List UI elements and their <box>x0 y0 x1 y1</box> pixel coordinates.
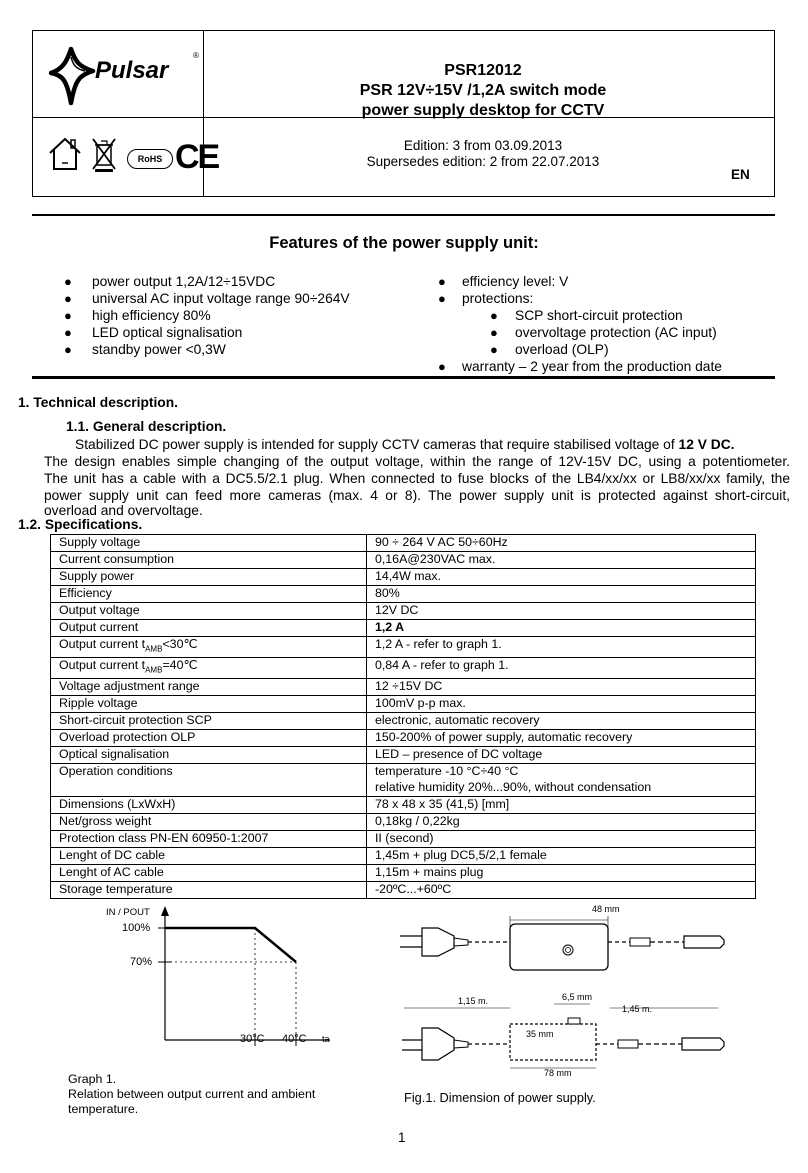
bullet-dot: ● <box>490 308 498 323</box>
spec-label: Protection class PN-EN 60950-1:2007 <box>51 830 367 847</box>
bullet-dot: ● <box>490 325 498 340</box>
subscript-amb: AMB <box>145 644 163 654</box>
rohs-badge: RoHS <box>127 149 173 169</box>
psu-body-top <box>510 924 608 970</box>
derating-curve <box>165 928 296 962</box>
features-rule <box>32 376 775 379</box>
spec-value: II (second) <box>366 830 755 847</box>
dc-strain-relief <box>630 938 650 946</box>
spec-heading: 1.2. Specifications. <box>18 517 143 532</box>
spec-label: Operation conditions <box>51 763 367 796</box>
spec-value: -20ºC...+60ºC <box>366 881 755 898</box>
paragraph-line: overload and overvoltage. <box>44 503 203 518</box>
x-axis-label: ta <box>322 1034 330 1044</box>
y-tick-label: 70% <box>130 956 153 968</box>
dimension-label: 1,45 m. <box>622 1004 653 1014</box>
section-heading: 1. Technical description. <box>18 395 178 410</box>
paragraph-line: power supply unit can feed more cameras (max. 4 or 8). The power supply unit is protected against short-circuit, <box>44 488 790 503</box>
table-row <box>51 830 756 847</box>
table-row <box>51 796 756 813</box>
table-row <box>51 813 756 830</box>
paragraph-line <box>75 436 735 453</box>
feature-item: protections: <box>462 291 534 306</box>
spec-label: Supply power <box>51 569 367 586</box>
edition-text: Edition: 3 from 03.09.2013 <box>403 138 563 153</box>
spec-label: Output current <box>51 620 367 637</box>
spec-value: 14,4W max. <box>366 569 755 586</box>
header-box <box>32 30 775 197</box>
page-number: 1 <box>398 1130 406 1145</box>
table-row <box>51 881 756 898</box>
spec-value: 90 ÷ 264 V AC 50÷60Hz <box>366 535 755 552</box>
spec-value: 12 ÷15V DC <box>366 678 755 695</box>
spec-label: Lenght of DC cable <box>51 847 367 864</box>
spec-value: 1,2 A - refer to graph 1. <box>366 637 755 658</box>
feature-item: standby power <0,3W <box>92 342 226 357</box>
table-row <box>51 763 756 780</box>
spec-value: 0,84 A - refer to graph 1. <box>366 657 755 678</box>
table-row <box>51 657 756 678</box>
feature-item: universal AC input voltage range 90÷264V <box>92 291 350 306</box>
spec-value: 100mV p-p max. <box>366 695 755 712</box>
dimension-label: 6,5 mm <box>562 992 593 1002</box>
table-row <box>51 847 756 864</box>
bullet-dot: ● <box>64 342 72 357</box>
spec-value: 150-200% of power supply, automatic recovery <box>366 729 755 746</box>
spec-label: Supply voltage <box>51 535 367 552</box>
certification-icons <box>47 135 219 176</box>
spec-label: Dimensions (LxWxH) <box>51 796 367 813</box>
dimension-label: 48 mm <box>592 904 620 914</box>
table-row <box>51 678 756 695</box>
feature-item: LED optical signalisation <box>92 325 243 340</box>
plug-side <box>402 1028 468 1060</box>
dc-strain-relief <box>618 1040 638 1048</box>
spec-label: Voltage adjustment range <box>51 678 367 695</box>
dimension-label: 35 mm <box>526 1029 554 1039</box>
feature-item: efficiency level: V <box>462 274 569 289</box>
features-heading: Features of the power supply unit: <box>269 234 539 252</box>
graph-caption: Relation between output current and ambient <box>68 1087 316 1101</box>
spec-value: 80% <box>366 586 755 603</box>
feature-item: power output 1,2A/12÷15VDC <box>92 274 276 289</box>
derating-graph <box>100 900 340 1060</box>
paragraph-text: Stabilized DC power supply is intended for supply CCTV cameras that require stabilised voltage of <box>75 437 679 452</box>
spec-label: Output voltage <box>51 603 367 620</box>
protection-item: overload (OLP) <box>515 342 609 357</box>
spec-value: LED – presence of DC voltage <box>366 746 755 763</box>
spec-label: Optical signalisation <box>51 746 367 763</box>
bullet-dot: ● <box>438 274 446 289</box>
paragraph-line: The unit has a cable with a DC5.5/2.1 plug. When connected to fuse blocks of the LB4/xx/xx or LB8/xx/xx family, the <box>44 471 790 486</box>
spec-value: 1,2 A <box>366 620 755 637</box>
protection-item: overvoltage protection (AC input) <box>515 325 717 340</box>
bullet-dot: ● <box>64 325 72 340</box>
spec-label: Efficiency <box>51 586 367 603</box>
dimension-figure <box>398 900 770 1078</box>
bullet-dot: ● <box>64 308 72 323</box>
dimension-label: 1,15 m. <box>458 996 489 1006</box>
spec-label: Output current $t_{AMB}=40℃$ <box>51 657 367 678</box>
table-row <box>51 552 756 569</box>
bullet-dot: ● <box>490 342 498 357</box>
spec-value: 1,15m + mains plug <box>366 864 755 881</box>
table-row <box>51 586 756 603</box>
supersedes-text: Supersedes edition: 2 from 22.07.2013 <box>366 154 600 169</box>
subsection-heading: 1.1. General description. <box>66 419 227 434</box>
y-tick-label: 100% <box>122 922 151 934</box>
spec-value: 0,16A@230VAC max. <box>366 552 755 569</box>
model-code: PSR12012 <box>444 62 522 79</box>
dimension-label: 78 mm <box>544 1068 572 1078</box>
bullet-dot: ● <box>64 291 72 306</box>
spec-label: Short-circuit protection SCP <box>51 712 367 729</box>
weee-bin-icon <box>91 137 117 173</box>
y-axis-arrow <box>161 906 169 916</box>
x-tick-label: 40°C <box>282 1033 307 1045</box>
spec-label: Storage temperature <box>51 881 367 898</box>
table-row <box>51 746 756 763</box>
spec-label: Lenght of AC cable <box>51 864 367 881</box>
dc-plug <box>682 1038 724 1050</box>
y-axis-label: IN / POUT <box>106 907 150 918</box>
indoor-use-icon <box>47 135 83 173</box>
x-tick-label: 30°C <box>240 1033 265 1045</box>
top-rule <box>32 214 775 216</box>
spec-value: temperature -10 °C÷40 °C <box>366 763 755 780</box>
paragraph-line: The design enables simple changing of the output voltage, within the range of 12V-15V DC, using a potentiometer. <box>44 454 790 469</box>
spec-label: Output current $t_{AMB}<30℃$ <box>51 637 367 658</box>
pulsar-logo <box>49 45 199 107</box>
paragraph-bold-text: 12 V DC. <box>678 437 735 452</box>
spec-label: Overload protection OLP <box>51 729 367 746</box>
table-row <box>51 620 756 637</box>
bullet-dot: ● <box>438 291 446 306</box>
feature-item: high efficiency 80% <box>92 308 211 323</box>
spec-value: 0,18kg / 0,22kg <box>366 813 755 830</box>
figure-caption: Fig.1. Dimension of power supply. <box>404 1090 596 1105</box>
table-row <box>51 864 756 881</box>
dc-plug <box>684 936 724 948</box>
spec-label: Ripple voltage <box>51 695 367 712</box>
spec-value: 78 x 48 x 35 (41,5) [mm] <box>366 796 755 813</box>
bullet-dot: ● <box>438 359 446 374</box>
spec-label: Current consumption <box>51 552 367 569</box>
table-row <box>51 603 756 620</box>
table-row <box>51 535 756 552</box>
title-line-2: power supply desktop for CCTV <box>361 102 605 119</box>
spec-value: 1,45m + plug DC5,5/2,1 female <box>366 847 755 864</box>
language-code: EN <box>731 167 750 182</box>
spec-value: electronic, automatic recovery <box>366 712 755 729</box>
plug-top <box>400 928 468 956</box>
ce-mark: CE <box>175 138 219 176</box>
bullet-dot: ● <box>64 274 72 289</box>
table-row <box>51 637 756 658</box>
spec-label: Net/gross weight <box>51 813 367 830</box>
table-row <box>51 695 756 712</box>
led-bump <box>568 1018 580 1024</box>
spec-value: 12V DC <box>366 603 755 620</box>
table-row <box>51 569 756 586</box>
spec-table <box>50 534 756 899</box>
graph-caption: temperature. <box>68 1102 139 1116</box>
feature-item: warranty – 2 year from the production date <box>462 359 722 374</box>
registered-mark: ® <box>193 51 199 60</box>
table-row <box>51 729 756 746</box>
title-line-1: PSR 12V÷15V /1,2A switch mode <box>359 82 607 99</box>
graph-caption: Graph 1. <box>68 1072 117 1086</box>
subscript-amb: AMB <box>145 665 163 675</box>
spec-value: relative humidity 20%...90%, without condensation <box>366 780 755 797</box>
brand-name: Pulsar <box>95 57 169 84</box>
protection-item: SCP short-circuit protection <box>515 308 683 323</box>
table-row <box>51 712 756 729</box>
